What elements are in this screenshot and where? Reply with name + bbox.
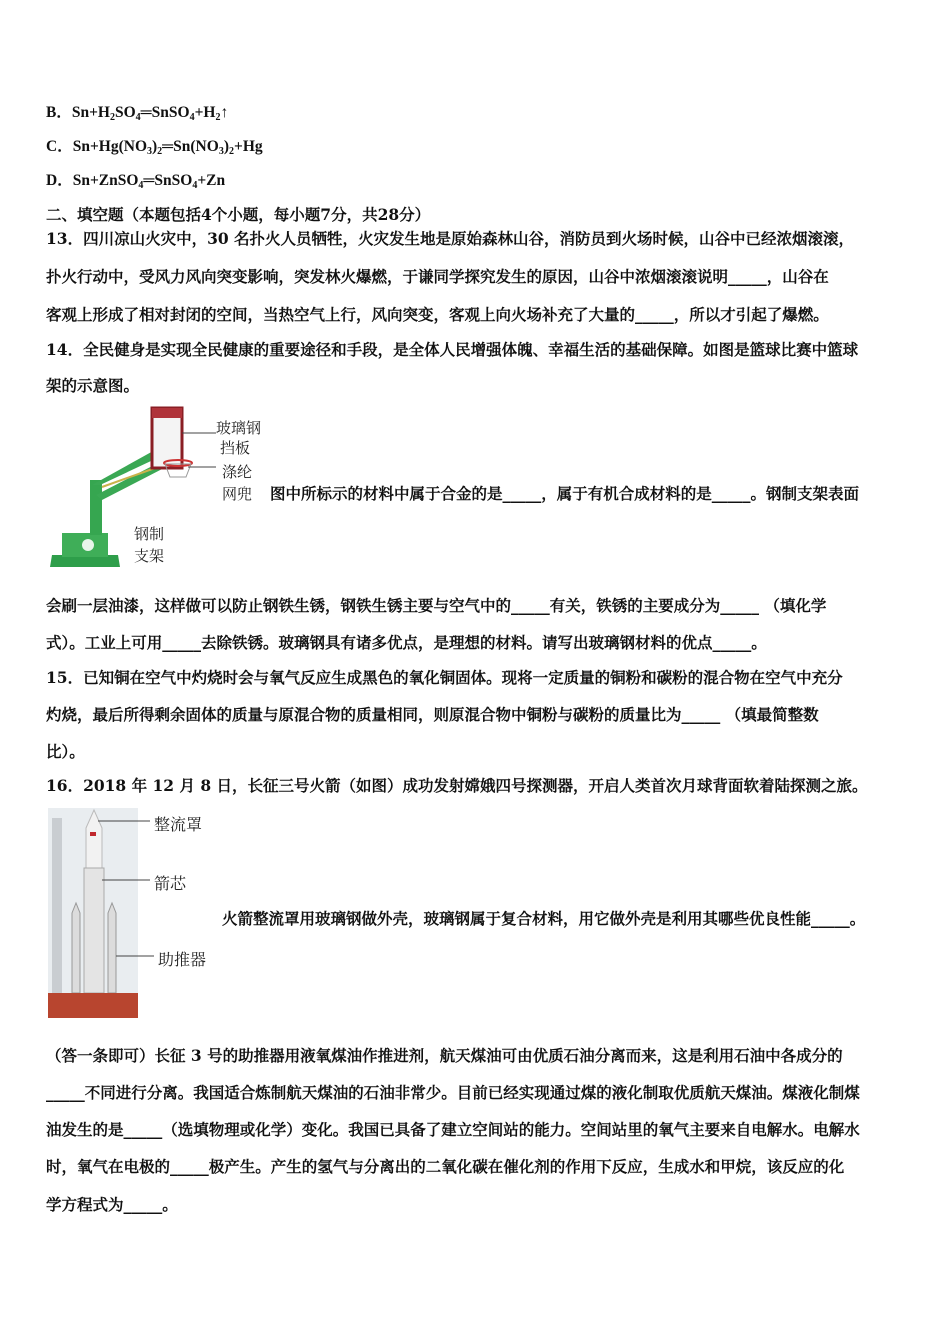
rocket-figure	[46, 808, 226, 1020]
label-polyester: 涤纶	[222, 463, 253, 481]
q13-line3: 客观上形成了相对封闭的空间，当热空气上行，风向突变，客观上向火场补充了大量的_____，所以才引起了爆燃。	[46, 305, 829, 324]
label-glass-steel: 玻璃钢	[216, 419, 262, 437]
q14-inline: 图中所标示的材料中属于合金的是_____，属于有机合成材料的是_____。钢制支架表面	[270, 484, 860, 503]
q15-line1: 15．已知铜在空气中灼烧时会与氧气反应生成黑色的氧化铜固体。现将一定质量的铜粉和碳粉的混合物在空气中充分	[46, 668, 843, 687]
label-core: 箭芯	[154, 874, 187, 893]
q16-line1: 16．2018 年 12 月 8 日，长征三号火箭（如图）成功发射嫦娥四号探测器，开启人类首次月球背面软着陆探测之旅。	[46, 776, 868, 795]
q15-line2: 灼烧，最后所得剩余固体的质量与原混合物的质量相同，则原混合物中铜粉与碳粉的质量比为_____ （填最简整数	[46, 705, 819, 724]
q16-line2: （答一条即可）长征 3 号的助推器用液氧煤油作推进剂，航天煤油可由优质石油分离而来，这是利用石油中各成分的	[46, 1046, 843, 1065]
label-bracket: 支架	[134, 547, 165, 565]
q16-line6: 学方程式为_____。	[46, 1195, 178, 1214]
q16-line3: _____不同进行分离。我国适合炼制航天煤油的石油非常少。目前已经实现通过煤的液化制取优质航天煤油。煤液化制煤	[46, 1083, 860, 1102]
q13-line2: 扑火行动中，受风力风向突变影响，突发林火爆燃，于谦同学探究发生的原因，山谷中浓烟滚滚说明_____，山谷在	[46, 267, 829, 286]
q14-line4: 式）。工业上可用_____去除铁锈。玻璃钢具有诸多优点，是理想的材料。请写出玻璃钢材料的优点_____。	[46, 633, 767, 652]
label-fairing: 整流罩	[154, 815, 203, 834]
label-booster: 助推器	[158, 950, 207, 969]
label-steel: 钢制	[134, 525, 165, 543]
q14-line1: 14．全民健身是实现全民健康的重要途径和手段，是全体人民增强体魄、幸福生活的基础保障。如图是篮球比赛中篮球	[46, 340, 859, 359]
q16-line4: 油发生的是_____（选填物理或化学）变化。我国已具备了建立空间站的能力。空间站里的氧气主要来自电解水。电解水	[46, 1120, 860, 1139]
option-d: D．Sn+ZnSO$_4$═SnSO$_4$+Zn	[46, 172, 226, 191]
q14-line3: 会刷一层油漆，这样做可以防止钢铁生锈，钢铁生锈主要与空气中的_____有关，铁锈的主要成分为_____ （填化学	[46, 596, 827, 615]
q13-line1: 13．四川凉山火灾中，30 名扑火人员牺牲，火灾发生地是原始森林山谷，消防员到火场时候，山谷中已经浓烟滚滚，	[46, 229, 855, 248]
q16-inline: 火箭整流罩用玻璃钢做外壳，玻璃钢属于复合材料，用它做外壳是利用其哪些优良性能_____。	[222, 909, 866, 928]
q16-line5: 时，氧气在电极的_____极产生。产生的氢气与分离出的二氧化碳在催化剂的作用下反应，生成水和甲烷，该反应的化	[46, 1157, 845, 1176]
label-backboard: 挡板	[220, 439, 251, 457]
label-net: 网兜	[222, 485, 253, 503]
option-b: B．$Sn+H_2SO_4═SnSO_4+H_2↑$	[46, 104, 229, 123]
rocket-icon	[46, 808, 226, 1020]
section-title: 二、填空题（本题包括4个小题，每小题7分，共28分）	[46, 205, 431, 224]
basketball-stand-figure	[48, 405, 268, 570]
q15-line3: 比）。	[46, 742, 85, 761]
option-c: C．$Sn+Hg(NO_3)_2═Sn(NO_3)_2+Hg$	[46, 138, 263, 157]
q14-line2: 架的示意图。	[46, 376, 140, 395]
